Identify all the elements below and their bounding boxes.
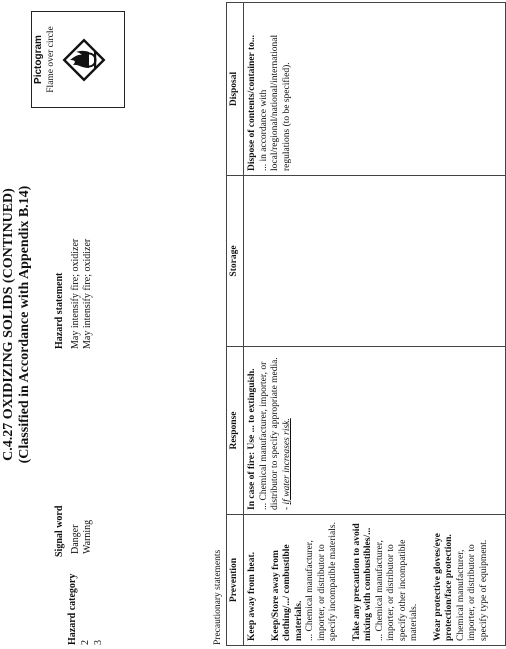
prevention-item-bold: Keep/Store away from clothing/.../ combustible materials. <box>270 544 304 641</box>
hazard-statement-header: Hazard statement <box>54 272 65 349</box>
storage-header: Storage <box>227 176 244 347</box>
response-item-text: ... Chemical manufacturer, importer, or distributor to specify appropriate media. <box>258 357 280 510</box>
prevention-item <box>247 519 259 641</box>
hazard-category-header: Hazard category <box>67 573 78 645</box>
hazard-statement-cell: May intensify fire; oxidizer <box>70 238 81 349</box>
prevention-item-bold: Wear protective gloves/eye protection/face protection. <box>432 533 454 641</box>
response-header: Response <box>227 347 244 515</box>
prevention-item <box>271 519 340 641</box>
page-subtitle: (Classified in Accordance with Appendix B.14) <box>17 185 32 464</box>
response-item <box>247 351 293 510</box>
signal-word-cell: Danger <box>70 524 81 554</box>
precautionary-body-row <box>244 3 506 646</box>
disposal-item-bold: Dispose of contents/container to... <box>247 35 257 171</box>
response-item-bold: In case of fire: Use ... to extinguish. <box>247 368 257 510</box>
prevention-item-bold: Keep away from heat. <box>247 551 257 641</box>
storage-cell <box>244 176 506 347</box>
precautionary-label: Precautionary statements <box>213 549 223 645</box>
disposal-cell <box>244 3 506 176</box>
prevention-item <box>433 519 491 641</box>
signal-word-cell: Warning <box>82 519 93 554</box>
page-title: C.4.27 OXIDIZING SOLIDS (CONTINUED) <box>1 188 16 461</box>
prevention-item-bold: Take any precaution to avoid mixing with combustibles/... <box>351 523 373 641</box>
precautionary-header-row <box>227 3 244 646</box>
prevention-item <box>352 519 421 641</box>
precautionary-table <box>226 2 506 646</box>
prevention-cell <box>244 515 506 646</box>
signal-word-header: Signal word <box>54 505 65 557</box>
disposal-item-text: ... in accordance with <box>258 89 269 171</box>
hazard-statement-cell: May intensify fire; oxidizer <box>82 238 93 349</box>
prevention-item-text: ... Chemical manufacturer, importer, or distributor to specify incompatible materials. <box>305 522 338 641</box>
disposal-item-text: local/regional/national/international regulations (to be specified). <box>270 34 292 171</box>
response-note: if water increases risk. <box>281 418 292 505</box>
pictogram-caption: Flame over circle <box>46 26 56 93</box>
hazard-category-cell: 3 <box>93 640 104 645</box>
disposal-header: Disposal <box>227 3 244 176</box>
prevention-item-text: ... Chemical manufacturer, importer, or distributor to specify other incompatible materials. <box>374 539 419 641</box>
response-bullet: - <box>281 504 292 510</box>
pictogram-heading: Pictogram <box>33 35 44 84</box>
hazard-category-cell: 2 <box>80 640 91 645</box>
prevention-item-text: Chemical manufacturer, importer, or distributor to specify type of equipment. <box>455 539 489 641</box>
response-cell <box>244 347 506 515</box>
prevention-header: Prevention <box>227 515 244 646</box>
flame-over-circle-icon <box>61 37 107 83</box>
disposal-item <box>247 7 293 171</box>
